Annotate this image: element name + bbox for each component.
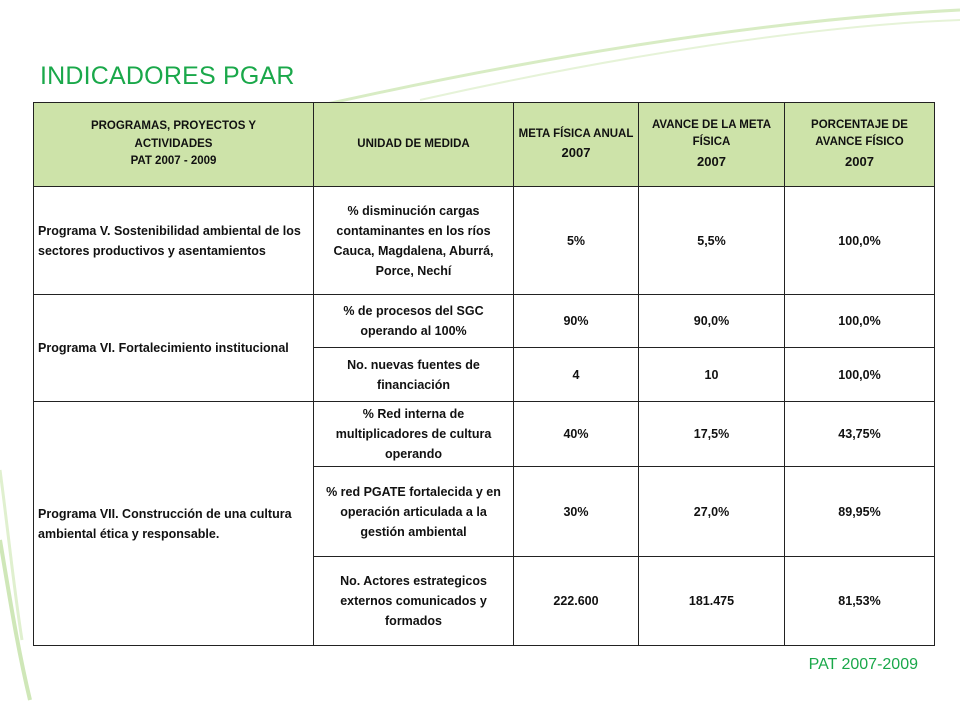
footer-label: PAT 2007-2009 [808, 656, 918, 673]
unit-cell: No. nuevas fuentes de financiación [314, 348, 514, 402]
avance-cell: 5,5% [639, 187, 785, 295]
unit-cell: No. Actores estrategicos externos comunicados y formados [314, 557, 514, 646]
meta-cell: 5% [514, 187, 639, 295]
unit-cell: % red PGATE fortalecida y en operación articulada a la gestión ambiental [314, 467, 514, 557]
header-programs-line3: PAT 2007 - 2009 [130, 155, 217, 168]
header-meta-label: META FÍSICA ANUAL [518, 127, 634, 140]
header-porcentaje [785, 103, 935, 187]
table-row [34, 187, 935, 295]
porcentaje-cell: 89,95% [785, 467, 935, 557]
meta-cell: 222.600 [514, 557, 639, 646]
meta-cell: 30% [514, 467, 639, 557]
table-header-row [34, 103, 935, 187]
unit-cell: % disminución cargas contaminantes en los ríos Cauca, Magdalena, Aburrá, Porce, Nechí [314, 187, 514, 295]
program-name: Programa VII. Construcción de una cultura ambiental ética y responsable. [34, 402, 314, 646]
header-porcentaje-label: PORCENTAJE DE AVANCE FÍSICO [811, 118, 908, 149]
avance-cell: 10 [639, 348, 785, 402]
header-programs-line1: PROGRAMAS, PROYECTOS Y [90, 119, 257, 132]
porcentaje-cell: 81,53% [785, 557, 935, 646]
header-avance-year: 2007 [697, 154, 726, 170]
page-title: INDICADORES PGAR [40, 62, 295, 90]
unit-cell: % Red interna de multiplicadores de cultura operando [314, 402, 514, 467]
avance-cell: 181.475 [639, 557, 785, 646]
avance-cell: 17,5% [639, 402, 785, 467]
meta-cell: 90% [514, 295, 639, 348]
header-porcentaje-year: 2007 [845, 154, 874, 170]
header-unit: UNIDAD DE MEDIDA [314, 103, 514, 187]
avance-cell: 90,0% [639, 295, 785, 348]
porcentaje-cell: 100,0% [785, 187, 935, 295]
header-programs [34, 103, 314, 187]
header-meta [514, 103, 639, 187]
table-row [34, 402, 935, 467]
header-avance-label: AVANCE DE LA META FÍSICA [651, 118, 772, 149]
avance-cell: 27,0% [639, 467, 785, 557]
indicators-table [33, 102, 935, 646]
meta-cell: 40% [514, 402, 639, 467]
porcentaje-cell: 43,75% [785, 402, 935, 467]
unit-cell: % de procesos del SGC operando al 100% [314, 295, 514, 348]
porcentaje-cell: 100,0% [785, 295, 935, 348]
header-programs-line2: ACTIVIDADES [134, 137, 213, 150]
meta-cell: 4 [514, 348, 639, 402]
header-meta-year: 2007 [561, 145, 591, 161]
program-name: Programa VI. Fortalecimiento institucional [34, 295, 314, 402]
table-row [34, 295, 935, 348]
porcentaje-cell: 100,0% [785, 348, 935, 402]
header-avance [639, 103, 785, 187]
program-name: Programa V. Sostenibilidad ambiental de los sectores productivos y asentamientos [34, 187, 314, 295]
